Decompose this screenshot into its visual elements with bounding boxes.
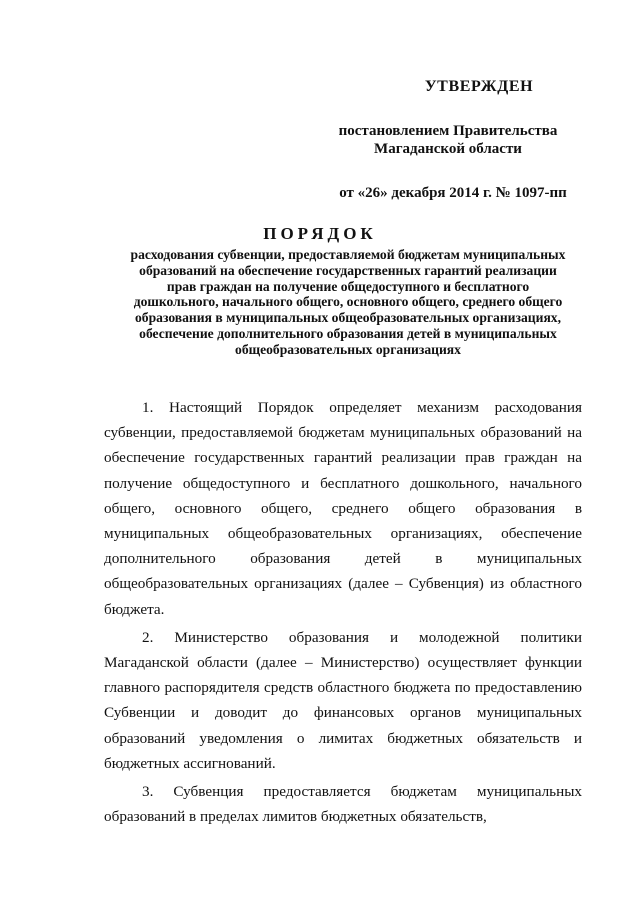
subtitle-line: образования в муниципальных общеобразовательных организациях, <box>135 310 561 326</box>
approval-word: УТВЕРЖДЕН <box>424 78 534 95</box>
paragraph-2: 2. Министерство образования и молодежной политики Магаданской области (далее – Министерство) осуществляет функции главного распорядителя средств областного бюджета по предоставлению Субвенции и доводит до финансовых органов муниципальных образований уведомления о лимитах бюджетных обязательств и бюджетных ассигнований. <box>104 628 582 772</box>
approval-line-2: Магаданской области <box>374 141 522 157</box>
paragraph-1: 1. Настоящий Порядок определяет механизм расходования субвенции, предоставляемой бюджетам муниципальных образований на обеспечение государственных гарантий реализации прав граждан на получение общедоступного и бесплатного дошкольного, начального общего, основного общего, среднего общего образования в муниципальных общеобразовательных организациях, обеспечение дополнительного образования детей в муниципальных общеобразовательных организациях (далее – Субвенция) из областного бюджета. <box>104 399 582 618</box>
document-title: ПОРЯДОК <box>263 224 377 243</box>
subtitle-line: общеобразовательных организациях <box>235 341 461 357</box>
document-body <box>104 395 582 832</box>
approval-line-1: постановлением Правительства <box>338 123 558 139</box>
document-subtitle <box>108 247 588 358</box>
subtitle-line: дошкольного, начального общего, основного общего, среднего общего <box>133 294 563 310</box>
subtitle-line: обеспечение дополнительного образования детей в муниципальных <box>139 325 557 341</box>
subtitle-line: прав граждан на получение общедоступного и бесплатного <box>166 278 530 294</box>
subtitle-line: расходования субвенции, предоставляемой бюджетам муниципальных <box>130 247 566 262</box>
paragraph-3: 3. Субвенция предоставляется бюджетам муниципальных образований в пределах лимитов бюджетных обязательств, <box>104 783 582 826</box>
approval-block <box>318 78 578 202</box>
subtitle-line: образований на обеспечение государственных гарантий реализации <box>139 262 557 278</box>
approval-date: от «26» декабря 2014 г. № 1097-пп <box>339 185 567 201</box>
